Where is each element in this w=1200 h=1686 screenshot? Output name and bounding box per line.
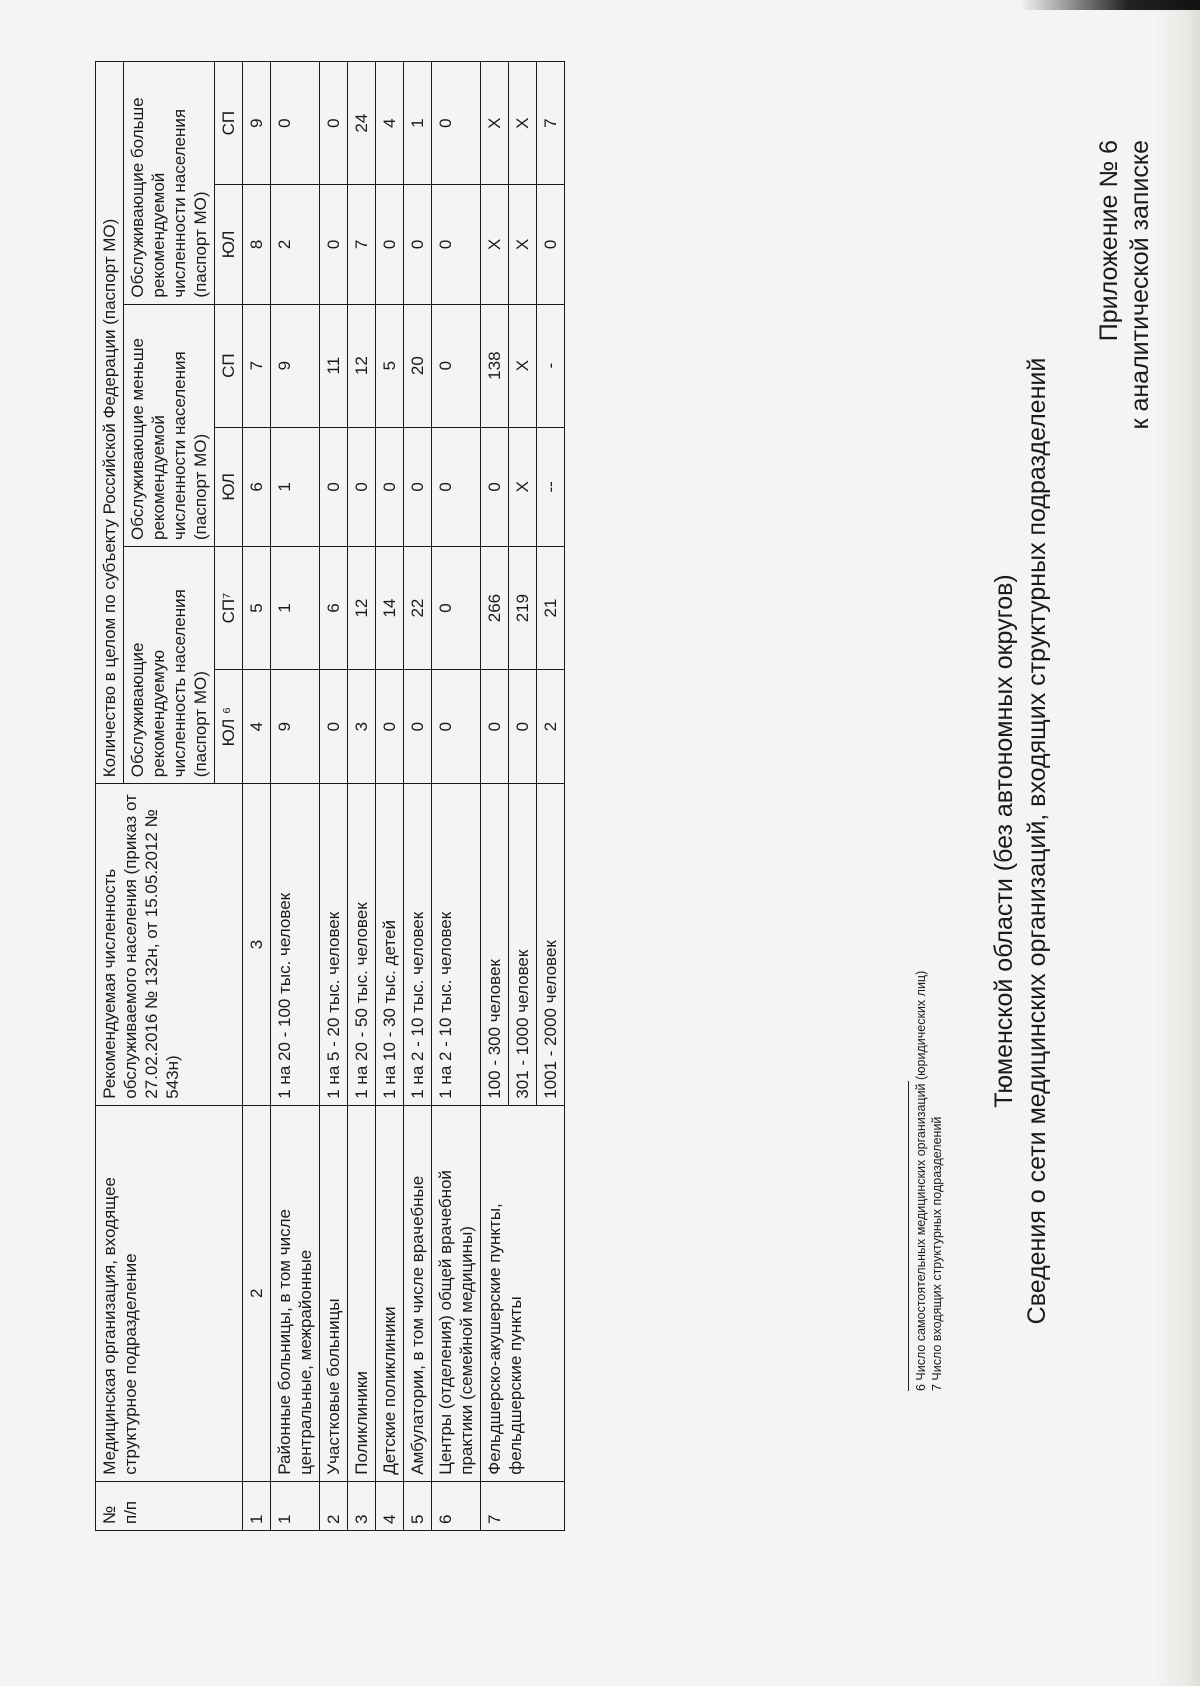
row-recommended: 1001 - 2000 человек — [537, 784, 565, 1106]
value-cell: 24 — [348, 62, 376, 185]
value-cell: 0 — [481, 427, 509, 546]
table-row — [432, 62, 481, 1531]
title-line-2: Тюменской области (без автономных округов) — [990, 574, 1018, 1108]
row-recommended: 301 - 1000 человек — [509, 784, 537, 1106]
value-cell: 0 — [432, 304, 481, 427]
value-cell: -- — [537, 427, 565, 546]
value-cell: X — [509, 62, 537, 185]
value-cell: 0 — [432, 62, 481, 185]
value-cell: 12 — [348, 304, 376, 427]
header-sp-fn: СП⁷ — [215, 546, 243, 669]
value-cell: 0 — [432, 427, 481, 546]
row-recommended: 1 на 2 - 10 тыс. человек — [404, 784, 432, 1106]
row-organization: Участковые больницы — [320, 1105, 348, 1481]
value-cell: 0 — [348, 427, 376, 546]
value-cell: 2 — [537, 670, 565, 784]
col-number: 1 — [243, 1481, 271, 1530]
value-cell: 20 — [404, 304, 432, 427]
row-organization: Детские поликлиники — [376, 1105, 404, 1481]
col-number: 6 — [243, 427, 271, 546]
header-num: № п/п — [96, 1481, 243, 1530]
value-cell: 1 — [271, 546, 320, 669]
value-cell: 0 — [376, 670, 404, 784]
col-number: 2 — [243, 1105, 271, 1481]
value-cell: 1 — [271, 427, 320, 546]
value-cell: 21 — [537, 546, 565, 669]
col-number: 4 — [243, 670, 271, 784]
col-number: 7 — [243, 304, 271, 427]
value-cell: 5 — [376, 304, 404, 427]
value-cell: 138 — [481, 304, 509, 427]
row-recommended: 1 на 2 - 10 тыс. человек — [432, 784, 481, 1106]
value-cell: 0 — [537, 185, 565, 304]
row-recommended: 1 на 20 - 50 тыс. человек — [348, 784, 376, 1106]
appendix-reference: к аналитической записке — [1126, 140, 1154, 430]
value-cell: - — [537, 304, 565, 427]
col-number: 5 — [243, 546, 271, 669]
header-ul: ЮЛ — [215, 427, 243, 546]
value-cell: 9 — [271, 670, 320, 784]
value-cell: 9 — [271, 304, 320, 427]
value-cell: 0 — [320, 670, 348, 784]
value-cell: 266 — [481, 546, 509, 669]
table-row — [376, 62, 404, 1531]
table-row — [481, 62, 509, 1531]
table-row — [320, 62, 348, 1531]
value-cell: 0 — [509, 670, 537, 784]
footnote-rule — [908, 1081, 909, 1391]
table-row — [404, 62, 432, 1531]
header-sp: СП — [215, 304, 243, 427]
footnote-6: 6 Число самостоятельных медицинских организаций (юридических лиц) — [914, 970, 928, 1391]
header-ul: ЮЛ — [215, 185, 243, 304]
value-cell: X — [509, 427, 537, 546]
value-cell: X — [481, 62, 509, 185]
row-organization: Центры (отделения) общей врачебной практики (семейной медицины) — [432, 1105, 481, 1481]
value-cell: 0 — [271, 62, 320, 185]
row-num: 1 — [271, 1481, 320, 1530]
header-sub-recommended: Обслуживающие рекомендуемую численность населения (паспорт МО) — [124, 546, 215, 783]
value-cell: 0 — [404, 427, 432, 546]
column-numbers-row — [243, 62, 271, 1531]
value-cell: 7 — [537, 62, 565, 185]
footnote-7: 7 Число входящих структурных подразделений — [930, 1116, 944, 1391]
row-recommended: 100 - 300 человек — [481, 784, 509, 1106]
value-cell: 0 — [320, 185, 348, 304]
header-sub-less: Обслуживающие меньше рекомендуемой численности населения (паспорт МО) — [124, 304, 215, 546]
row-num: 3 — [348, 1481, 376, 1530]
value-cell: 22 — [404, 546, 432, 669]
row-num: 2 — [320, 1481, 348, 1530]
value-cell: 11 — [320, 304, 348, 427]
value-cell: 0 — [320, 62, 348, 185]
value-cell: 0 — [432, 546, 481, 669]
table-row — [348, 62, 376, 1531]
col-number: 9 — [243, 62, 271, 185]
header-organization: Медицинская организация, входящее структурное подразделение — [96, 1105, 243, 1481]
value-cell: X — [509, 185, 537, 304]
row-recommended: 1 на 20 - 100 тыс. человек — [271, 784, 320, 1106]
value-cell: 7 — [348, 185, 376, 304]
header-sub-more: Обслуживающие больше рекомендуемой численности населения (паспорт МО) — [124, 62, 215, 305]
row-num: 7 — [481, 1481, 565, 1530]
table-row — [271, 62, 320, 1531]
medical-network-table — [95, 61, 565, 1531]
value-cell: 2 — [271, 185, 320, 304]
appendix-number: Приложение № 6 — [1095, 140, 1123, 342]
value-cell: 0 — [481, 670, 509, 784]
col-number: 3 — [243, 784, 271, 1106]
value-cell: 0 — [376, 427, 404, 546]
value-cell: 4 — [376, 62, 404, 185]
value-cell: 0 — [376, 185, 404, 304]
value-cell: 1 — [404, 62, 432, 185]
value-cell: 6 — [320, 546, 348, 669]
value-cell: 0 — [432, 185, 481, 304]
header-recommended: Рекомендуемая численность обслуживаемого населения (приказ от 27.02.2016 № 132н, от 15.05.2012 № 543н) — [96, 784, 243, 1106]
row-organization: Районные больницы, в том числе центральные, межрайонные — [271, 1105, 320, 1481]
row-organization: Амбулатории, в том числе врачебные — [404, 1105, 432, 1481]
header-sp: СП — [215, 62, 243, 185]
value-cell: X — [481, 185, 509, 304]
row-organization: Поликлиники — [348, 1105, 376, 1481]
value-cell: 219 — [509, 546, 537, 669]
value-cell: 12 — [348, 546, 376, 669]
title-line-1: Сведения о сети медицинских организаций, входящих структурных подразделений — [1023, 357, 1051, 1325]
value-cell: 0 — [432, 670, 481, 784]
row-num: 5 — [404, 1481, 432, 1530]
value-cell: 0 — [320, 427, 348, 546]
row-recommended: 1 на 10 - 30 тыс. детей — [376, 784, 404, 1106]
value-cell: 0 — [404, 185, 432, 304]
header-group-total: Количество в целом по субъекту Российской Федерации (паспорт МО) — [96, 62, 124, 784]
row-num: 6 — [432, 1481, 481, 1530]
row-recommended: 1 на 5 - 20 тыс. человек — [320, 784, 348, 1106]
value-cell: X — [509, 304, 537, 427]
value-cell: 3 — [348, 670, 376, 784]
row-organization: Фельдшерско-акушерские пункты, фельдшерские пункты — [481, 1105, 565, 1481]
value-cell: 0 — [404, 670, 432, 784]
value-cell: 14 — [376, 546, 404, 669]
row-num: 4 — [376, 1481, 404, 1530]
header-ul-fn: ЮЛ ⁶ — [215, 670, 243, 784]
col-number: 8 — [243, 185, 271, 304]
